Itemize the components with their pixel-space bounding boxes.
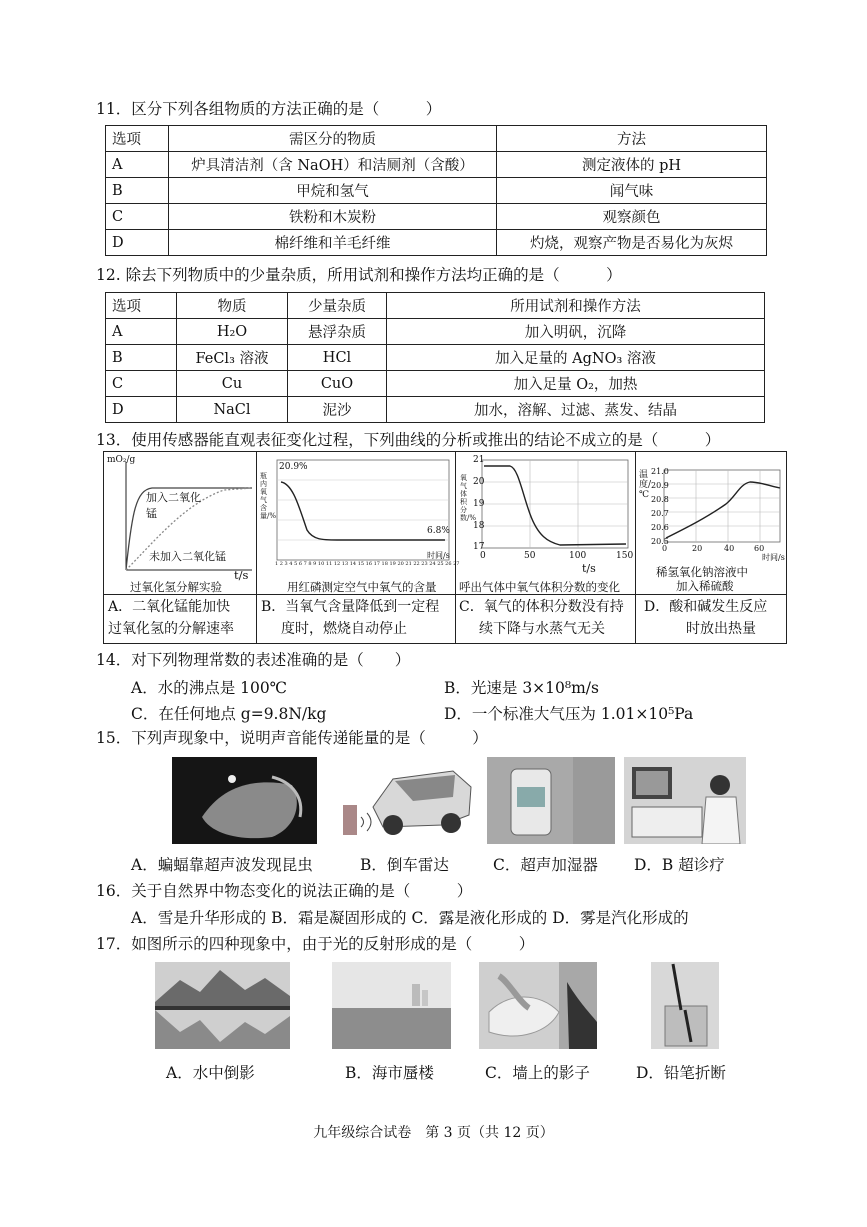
chart-xtick: 150 (616, 551, 634, 561)
chart-xtick: 40 (724, 544, 735, 553)
chart-curve-label: 未加入二氧化锰 (149, 550, 226, 563)
q12-header-option: 选项 (106, 293, 177, 319)
conclusion-line: B．当氧气含量降低到一定程 (261, 599, 440, 615)
table-row (106, 345, 765, 371)
q16-options: A．雪是升华形成的 B．霜是凝固形成的 C．露是液化形成的 D．雾是汽化形成的 (131, 909, 689, 927)
q12-table (105, 292, 765, 423)
chart-xticks: 1 2 3 4 5 6 7 8 9 10 11 12 13 14 15 16 17 18 19 20 21 22 23 24 25 26 27 (275, 561, 460, 567)
pencil-image (651, 962, 719, 1049)
chart-ylabel: 瓶内氧气含量/% (260, 472, 277, 520)
chart-ytick: 20.5 (651, 537, 669, 546)
chart-ytick: 20.6 (651, 523, 669, 532)
table-cell: 泥沙 (288, 397, 387, 423)
q15-option-b: B．倒车雷达 (360, 856, 449, 874)
chart-temperature (636, 452, 786, 594)
chart-xlabel: t/s (582, 562, 596, 575)
q12-header-impurity: 少量杂质 (288, 293, 387, 319)
table-cell: D (106, 230, 169, 256)
q13-conclusion-c (459, 596, 624, 640)
chart-xlabel: t/s (234, 568, 249, 582)
q13-conclusion-d (644, 596, 767, 640)
q13-figure-grid (103, 451, 787, 644)
q14-option-d: D．一个标准大气压为 1.01×10⁵Pa (444, 705, 694, 723)
q11-header-option: 选项 (106, 126, 169, 152)
chart-ytick: 20 (473, 477, 485, 487)
chart-xtick: 50 (524, 551, 536, 561)
table-cell: 加入足量 O₂，加热 (387, 371, 765, 397)
chart-phosphorus (257, 452, 460, 594)
table-row (106, 230, 767, 256)
conclusion-line: D．酸和碱发生反应 (644, 599, 768, 615)
table-cell: 灼烧，观察产物是否易化为灰烬 (497, 230, 767, 256)
table-row (106, 178, 767, 204)
humidifier-image (487, 757, 615, 844)
table-cell: 观察颜色 (497, 204, 767, 230)
chart-ytick: 21 (473, 455, 485, 465)
table-cell: 加水，溶解、过滤、蒸发、结晶 (387, 397, 765, 423)
table-cell: B (106, 178, 169, 204)
q11-table (105, 125, 767, 256)
q17-option-b: B．海市蜃楼 (345, 1064, 434, 1082)
table-row (106, 293, 765, 319)
q13-conclusion-b (261, 596, 439, 640)
q15-option-a: A．蝙蝠靠超声波发现昆虫 (131, 856, 313, 874)
table-cell: C (106, 204, 169, 230)
table-cell: NaCl (177, 397, 288, 423)
table-cell: FeCl₃ 溶液 (177, 345, 288, 371)
chart-xtick: 60 (754, 544, 765, 553)
car-radar-image (333, 757, 473, 844)
chart-xlabel: 时间/s (762, 553, 785, 562)
chart-caption: 过氧化氢分解实验 (130, 580, 222, 594)
q14-stem: 14．对下列物理常数的表述准确的是（ ） (96, 651, 411, 669)
table-row (106, 204, 767, 230)
q15-option-d: D．B 超诊疗 (634, 856, 725, 874)
q15-stem: 15．下列声现象中，说明声音能传递能量的是（ ） (96, 729, 488, 747)
table-cell: 闻气味 (497, 178, 767, 204)
b-ultrasound-image (624, 757, 746, 844)
table-cell: D (106, 397, 177, 423)
table-cell: A (106, 152, 169, 178)
table-cell: 测定液体的 pH (497, 152, 767, 178)
chart-xtick: 0 (662, 544, 668, 553)
q11-header-method: 方法 (497, 126, 767, 152)
q12-header-substance: 物质 (177, 293, 288, 319)
q13-conclusion-a (108, 596, 234, 640)
table-cell: CuO (288, 371, 387, 397)
chart-xtick: 100 (569, 551, 587, 561)
q14-option-a: A．水的沸点是 100℃ (131, 679, 288, 697)
table-cell: 甲烷和氢气 (169, 178, 497, 204)
chart-ylabel: mO₂/g (107, 455, 136, 465)
table-cell: 铁粉和木炭粉 (169, 204, 497, 230)
chart-caption: 稀氢氧化钠溶液中 (656, 565, 748, 579)
chart-curve-label: 加入二氧化锰 (146, 491, 201, 520)
chart-ylabel: 温度/℃ (639, 470, 652, 500)
q11-stem: 11．区分下列各组物质的方法正确的是（ ） (96, 100, 442, 118)
table-row (106, 319, 765, 345)
table-cell: HCl (288, 345, 387, 371)
conclusion-line: 度时，燃烧自动停止 (281, 621, 407, 637)
table-cell: C (106, 371, 177, 397)
q17-option-d: D．铅笔折断 (636, 1064, 726, 1082)
conclusion-line: C．氧气的体积分数没有持 (459, 599, 624, 615)
conclusion-line: 过氧化氢的分解速率 (108, 621, 234, 637)
shadow-image (479, 962, 597, 1049)
q15-option-c: C．超声加湿器 (493, 856, 598, 874)
table-cell: A (106, 319, 177, 345)
conclusion-line: 续下降与水蒸气无关 (479, 621, 605, 637)
chart-ytick: 21.0 (651, 467, 669, 476)
bat-image (172, 757, 317, 844)
table-cell: 炉具清洁剂（含 NaOH）和洁厕剂（含酸） (169, 152, 497, 178)
table-cell: H₂O (177, 319, 288, 345)
table-row (106, 371, 765, 397)
chart-ytick: 18 (473, 521, 485, 531)
chart-h2o2 (104, 452, 256, 594)
table-row (106, 152, 767, 178)
chart-ytick: 20.9 (651, 481, 669, 490)
chart-xtick: 20 (692, 544, 703, 553)
chart-caption: 呼出气体中氧气体积分数的变化 (459, 580, 620, 594)
chart-caption: 加入稀硫酸 (676, 579, 734, 593)
chart-ytick: 20.8 (651, 495, 669, 504)
chart-ylabel: 氧气体积分数/% (460, 474, 477, 522)
table-cell: B (106, 345, 177, 371)
chart-caption: 用红磷测定空气中氧气的含量 (287, 580, 437, 594)
table-cell: 悬浮杂质 (288, 319, 387, 345)
q17-option-a: A．水中倒影 (166, 1064, 255, 1082)
q14-option-c: C．在任何地点 g=9.8N/kg (131, 705, 327, 723)
chart-xtick: 0 (480, 551, 486, 561)
q17-stem: 17．如图所示的四种现象中，由于光的反射形成的是（ ） (96, 935, 535, 953)
table-cell: 加入足量的 AgNO₃ 溶液 (387, 345, 765, 371)
q13-stem: 13．使用传感器能直观表征变化过程，下列曲线的分析或推出的结论不成立的是（ ） (96, 431, 721, 449)
table-row (106, 126, 767, 152)
q11-header-substance: 需区分的物质 (169, 126, 497, 152)
q16-stem: 16．关于自然界中物态变化的说法正确的是（ ） (96, 882, 473, 900)
q12-header-method: 所用试剂和操作方法 (387, 293, 765, 319)
q12-stem: 12. 除去下列物质中的少量杂质，所用试剂和操作方法均正确的是（ ） (96, 266, 622, 284)
chart-start-label: 20.9% (279, 462, 308, 472)
conclusion-line: A．二氧化锰能加快 (108, 599, 231, 615)
reflection-image (155, 962, 290, 1049)
table-row (106, 397, 765, 423)
chart-exhaled-o2 (456, 452, 635, 594)
chart-ytick: 19 (473, 499, 485, 509)
mirage-image (332, 962, 451, 1049)
chart-xlabel: 时间/s (427, 551, 450, 560)
table-cell: Cu (177, 371, 288, 397)
conclusion-line: 时放出热量 (686, 621, 756, 637)
table-cell: 棉纤维和羊毛纤维 (169, 230, 497, 256)
q17-option-c: C．墙上的影子 (485, 1064, 590, 1082)
chart-end-label: 6.8% (427, 526, 450, 536)
chart-ytick: 20.7 (651, 509, 669, 518)
page-footer: 九年级综合试卷 第 3 页（共 12 页） (313, 1125, 554, 1141)
q14-option-b: B．光速是 3×10⁸m/s (444, 679, 599, 697)
chart-ytick: 17 (473, 542, 485, 552)
table-cell: 加入明矾，沉降 (387, 319, 765, 345)
